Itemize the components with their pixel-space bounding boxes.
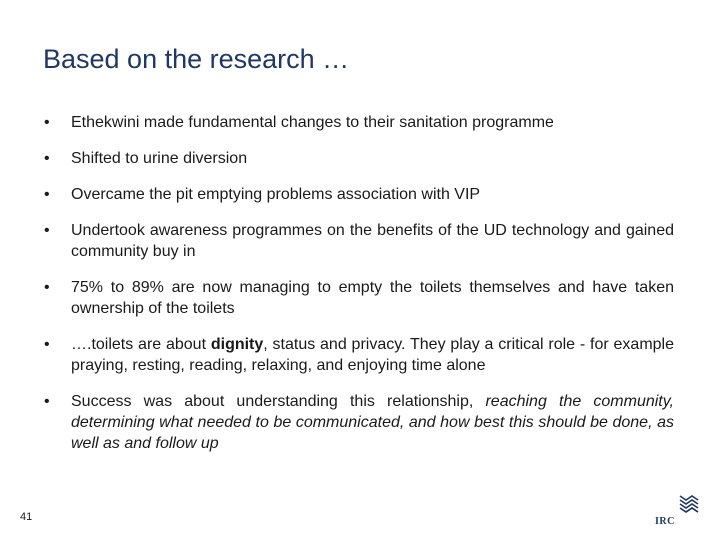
bullet-text: Ethekwini made fundamental changes to their sanitation programme [71, 114, 554, 131]
bullet-list [44, 112, 674, 469]
bullet-marker: • [44, 393, 50, 410]
bullet-text [71, 334, 674, 376]
bullet-item [44, 220, 674, 262]
bullet-text-pre: ….toilets are about [71, 336, 211, 353]
bullet-marker: • [44, 150, 50, 167]
bullet-marker: • [44, 114, 50, 131]
bullet-marker: • [44, 222, 50, 239]
bullet-text: 75% to 89% are now managing to empty the toilets themselves and have taken ownership of the toilets [71, 279, 674, 317]
bullet-item [44, 148, 674, 169]
bullet-text-italic: reaching the community, determining what needed to be communicated, and how best this should be done, as well as and follow up [71, 393, 674, 452]
bullet-item [44, 334, 674, 376]
bullet-item [44, 112, 674, 133]
bullet-text-pre: Success was about understanding this relationship, [71, 393, 486, 410]
slide-title: Based on the research … [43, 44, 350, 74]
bullet-text: Overcame the pit emptying problems association with VIP [71, 186, 481, 203]
bullet-text-emphasis: dignity [210, 336, 264, 353]
bullet-marker: • [44, 186, 50, 203]
logo-text: IRC [655, 516, 675, 527]
page-number: 41 [20, 511, 33, 523]
bullet-text: Undertook awareness programmes on the benefits of the UD technology and gained community buy in [71, 222, 674, 260]
bullet-marker: • [44, 336, 50, 353]
bullet-text-post: , status and privacy. They play a critical role - for example praying, resting, reading, relaxing, and enjoying time alone [71, 336, 674, 374]
bullet-item [44, 277, 674, 319]
bullet-item [44, 391, 674, 454]
bullet-text [71, 391, 674, 454]
bullet-text: Shifted to urine diversion [71, 150, 248, 167]
bullet-marker: • [44, 279, 50, 296]
bullet-item [44, 184, 674, 205]
